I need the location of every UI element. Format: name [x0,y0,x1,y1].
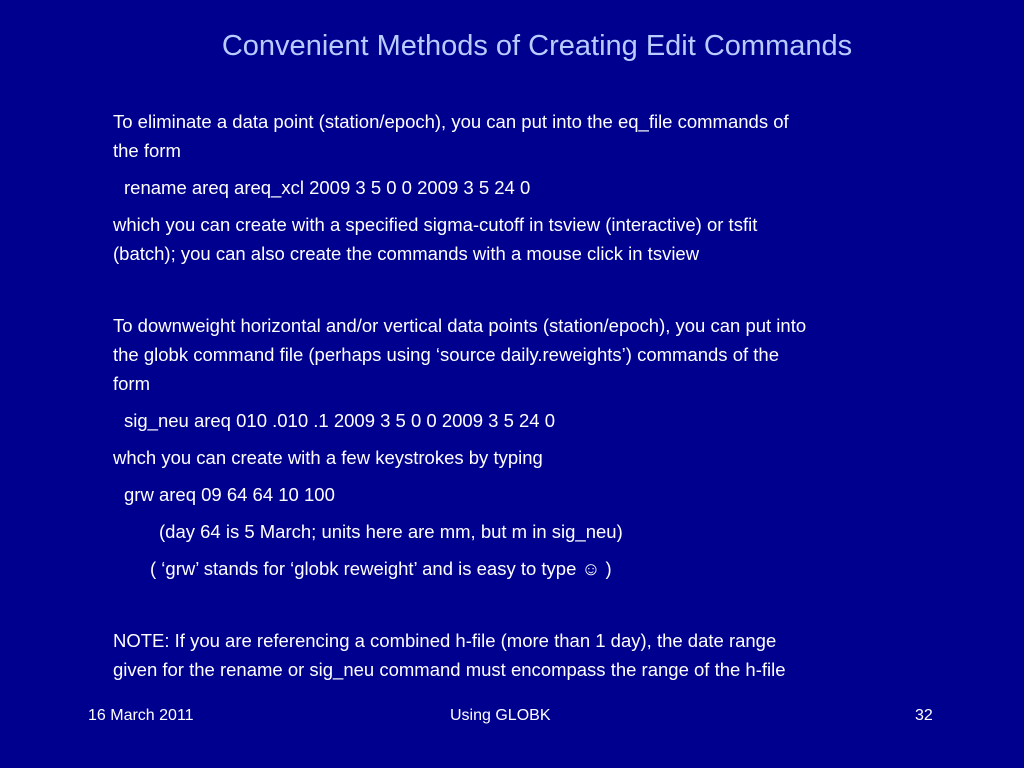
body-line: whch you can create with a few keystrokes by typing [113,447,543,468]
body-line: To downweight horizontal and/or vertical data points (station/epoch), you can put into [113,315,807,336]
command-line: rename areq areq_xcl 2009 3 5 0 0 2009 3 5 24 0 [124,177,531,198]
body-line: the form [113,140,181,161]
body-line: (batch); you can also create the commands with a mouse click in tsview [113,243,700,264]
body-line: which you can create with a specified sigma-cutoff in tsview (interactive) or tsfit [113,214,758,235]
page-number: 32 [915,707,933,724]
footer-date: 16 March 2011 [88,707,194,724]
body-line: form [113,373,150,394]
body-line: To eliminate a data point (station/epoch), you can put into the eq_file commands of [113,111,789,132]
note-line: ( ‘grw’ stands for ‘globk reweight’ and is easy to type ☺ ) [150,558,612,579]
command-line: sig_neu areq 010 .010 .1 2009 3 5 0 0 2009 3 5 24 0 [124,410,556,431]
body-line: the globk command file (perhaps using ‘source daily.reweights’) commands of the [113,344,779,365]
body-line: NOTE: If you are referencing a combined h-file (more than 1 day), the date range [113,630,777,651]
body-line: given for the rename or sig_neu command must encompass the range of the h-file [113,659,786,680]
slide-title: Convenient Methods of Creating Edit Commands [221,30,853,62]
note-line: (day 64 is 5 March; units here are mm, but m in sig_neu) [159,521,623,542]
footer-title: Using GLOBK [450,707,551,724]
command-line: grw areq 09 64 64 10 100 [124,484,335,505]
